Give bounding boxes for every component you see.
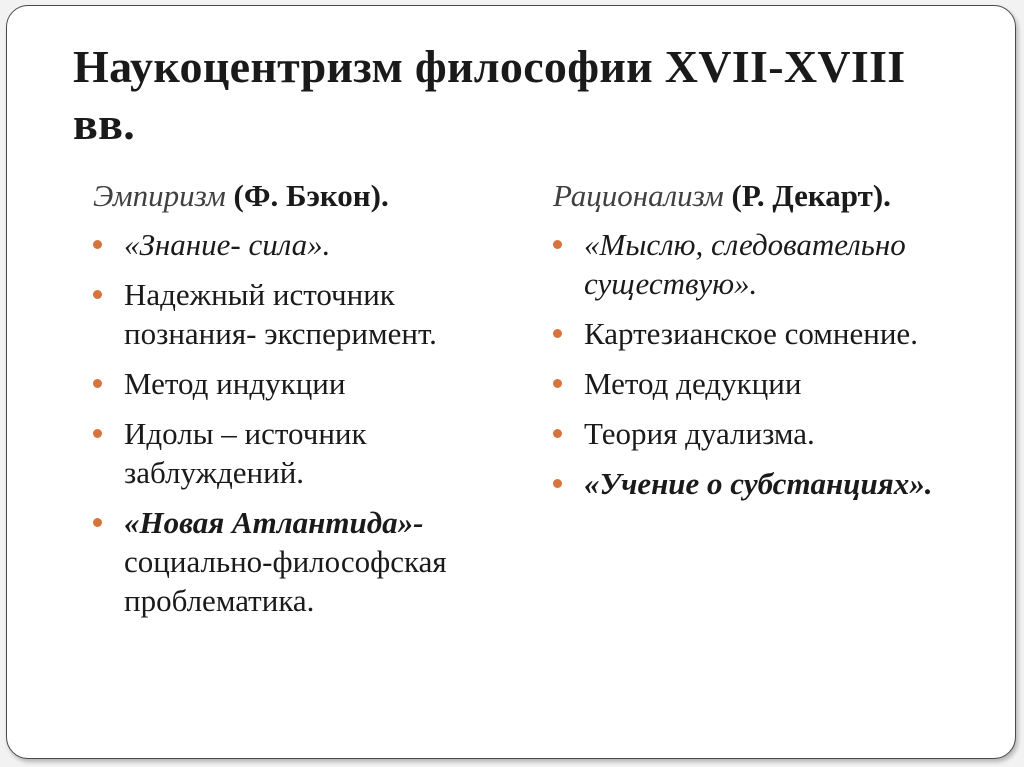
rationalism-heading: [553, 176, 983, 215]
list-item-text: Картезианское сомнение.: [584, 316, 918, 351]
list-item: [93, 414, 513, 492]
list-item-emphasis: «Новая Атлантида»-: [124, 505, 424, 540]
list-item-text: «Знание- сила».: [124, 227, 331, 262]
list-item: [553, 464, 983, 503]
list-item: [553, 414, 983, 453]
rationalism-list: [553, 225, 983, 503]
list-item-text: Метод дедукции: [584, 366, 802, 401]
list-item-text: Надежный источник познания- эксперимент.: [124, 277, 437, 351]
rationalism-heading-author: (Р. Декарт).: [723, 178, 891, 213]
slide-title: Наукоцентризм философии XVII-XVIII вв.: [73, 41, 906, 149]
list-item: [93, 364, 513, 403]
bullet-icon: [93, 290, 102, 299]
list-item: [93, 275, 513, 353]
bullet-icon: [93, 518, 102, 527]
rationalism-column: [553, 176, 983, 514]
slide-frame: [6, 5, 1016, 759]
bullet-icon: [93, 429, 102, 438]
list-item-text: Метод индукции: [124, 366, 346, 401]
list-item-text: Идолы – источник заблуждений.: [124, 416, 367, 490]
list-item: [93, 225, 513, 264]
list-item-text: социально-философская проблематика.: [124, 544, 447, 618]
empiricism-heading-author: (Ф. Бэкон).: [225, 178, 389, 213]
list-item-text: Теория дуализма.: [584, 416, 815, 451]
rationalism-heading-name: Рационализм: [553, 178, 724, 213]
bullet-icon: [553, 379, 562, 388]
bullet-icon: [553, 329, 562, 338]
list-item: [553, 314, 983, 353]
empiricism-column: [93, 176, 513, 631]
empiricism-heading-name: Эмпиризм: [93, 178, 226, 213]
bullet-icon: [553, 429, 562, 438]
list-item: [553, 225, 983, 303]
list-item: [553, 364, 983, 403]
empiricism-list: [93, 225, 513, 620]
bullet-icon: [553, 479, 562, 488]
list-item-emphasis: «Учение о субстанциях».: [584, 466, 933, 501]
bullet-icon: [93, 240, 102, 249]
bullet-icon: [553, 240, 562, 249]
empiricism-heading: [93, 176, 513, 215]
list-item-text: «Мыслю, следовательно существую».: [584, 227, 906, 301]
bullet-icon: [93, 379, 102, 388]
list-item: [93, 503, 513, 620]
